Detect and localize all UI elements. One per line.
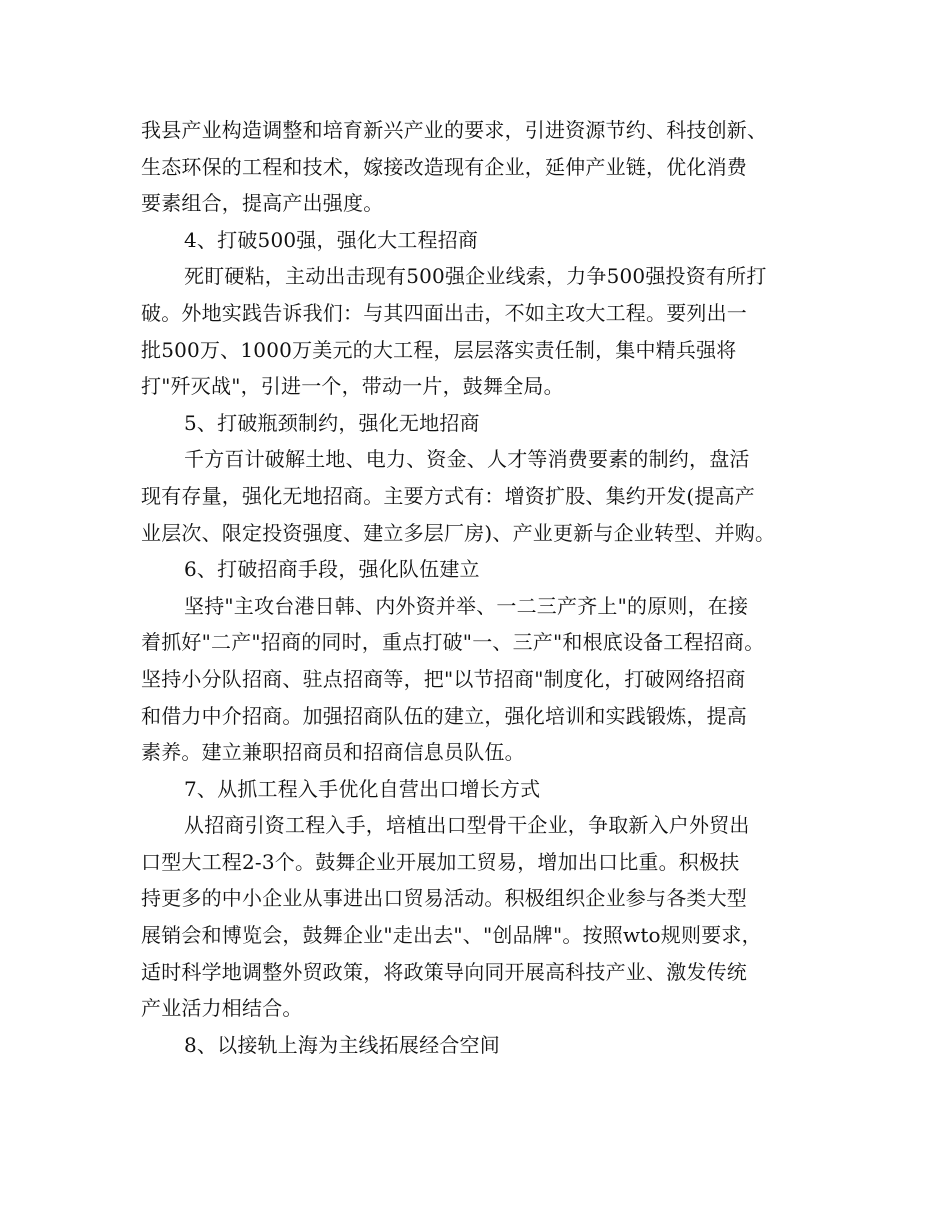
text-line: 现有存量，强化无地招商。主要方式有：增资扩股、集约开发(提高产 (141, 483, 756, 508)
text-line: 8、以接轨上海为主线拓展经合空间 (184, 1032, 500, 1057)
text-line: 素养。建立兼职招商员和招商信息员队伍。 (141, 740, 525, 765)
text-line: 展销会和博览会，鼓舞企业"走出去"、"创品牌"。按照wto规则要求， (141, 923, 762, 948)
text-line: 要素组合，提高产出强度。 (141, 191, 384, 216)
text-line: 7、从抓工程入手优化自营出口增长方式 (184, 776, 541, 801)
text-line: 业层次、限定投资强度、建立多层厂房)、产业更新与企业转型、并购。 (141, 520, 776, 545)
document-body (141, 112, 811, 1063)
text-line: 坚持小分队招商、驻点招商等，把"以节招商"制度化，打破网络招商 (141, 666, 746, 691)
text-line: 坚持"主攻台港日韩、内外资并举、一二三产齐上"的原则，在接 (184, 593, 749, 618)
text-line: 千方百计破解土地、电力、资金、人才等消费要素的制约，盘活 (184, 447, 750, 472)
text-line: 口型大工程2-3个。鼓舞企业开展加工贸易，增加出口比重。积极扶 (141, 849, 740, 874)
text-line: 适时科学地调整外贸政策，将政策导向同开展高科技产业、激发传统 (141, 959, 747, 984)
text-line: 我县产业构造调整和培育新兴产业的要求，引进资源节约、科技创新、 (141, 118, 768, 142)
text-line: 破。外地实践告诉我们：与其四面出击，不如主攻大工程。要列出一 (141, 300, 747, 325)
text-line: 打"歼灭战"，引进一个，带动一片，鼓舞全局。 (141, 374, 564, 399)
text-line: 6、打破招商手段，强化队伍建立 (184, 557, 480, 582)
text-line: 着抓好"二产"招商的同时，重点打破"一、三产"和根底设备工程招商。 (141, 630, 765, 655)
text-line: 持更多的中小企业从事进出口贸易活动。积极组织企业参与各类大型 (141, 886, 747, 911)
text-line: 死盯硬粘，主动出击现有500强企业线索，力争500强投资有所打 (184, 264, 767, 289)
text-line: 从招商引资工程入手，培植出口型骨干企业，争取新入户外贸出 (184, 813, 750, 838)
text-line: 批500万、1000万美元的大工程，层层落实责任制，集中精兵强将 (141, 337, 737, 362)
text-line: 生态环保的工程和技术，嫁接改造现有企业，延伸产业链，优化消费 (141, 154, 747, 179)
text-line: 4、打破500强，强化大工程招商 (184, 227, 479, 252)
text-line: 5、打破瓶颈制约，强化无地招商 (184, 410, 480, 435)
text-line: 和借力中介招商。加强招商队伍的建立，强化培训和实践锻炼，提高 (141, 703, 747, 728)
text-line: 产业活力相结合。 (141, 996, 303, 1021)
